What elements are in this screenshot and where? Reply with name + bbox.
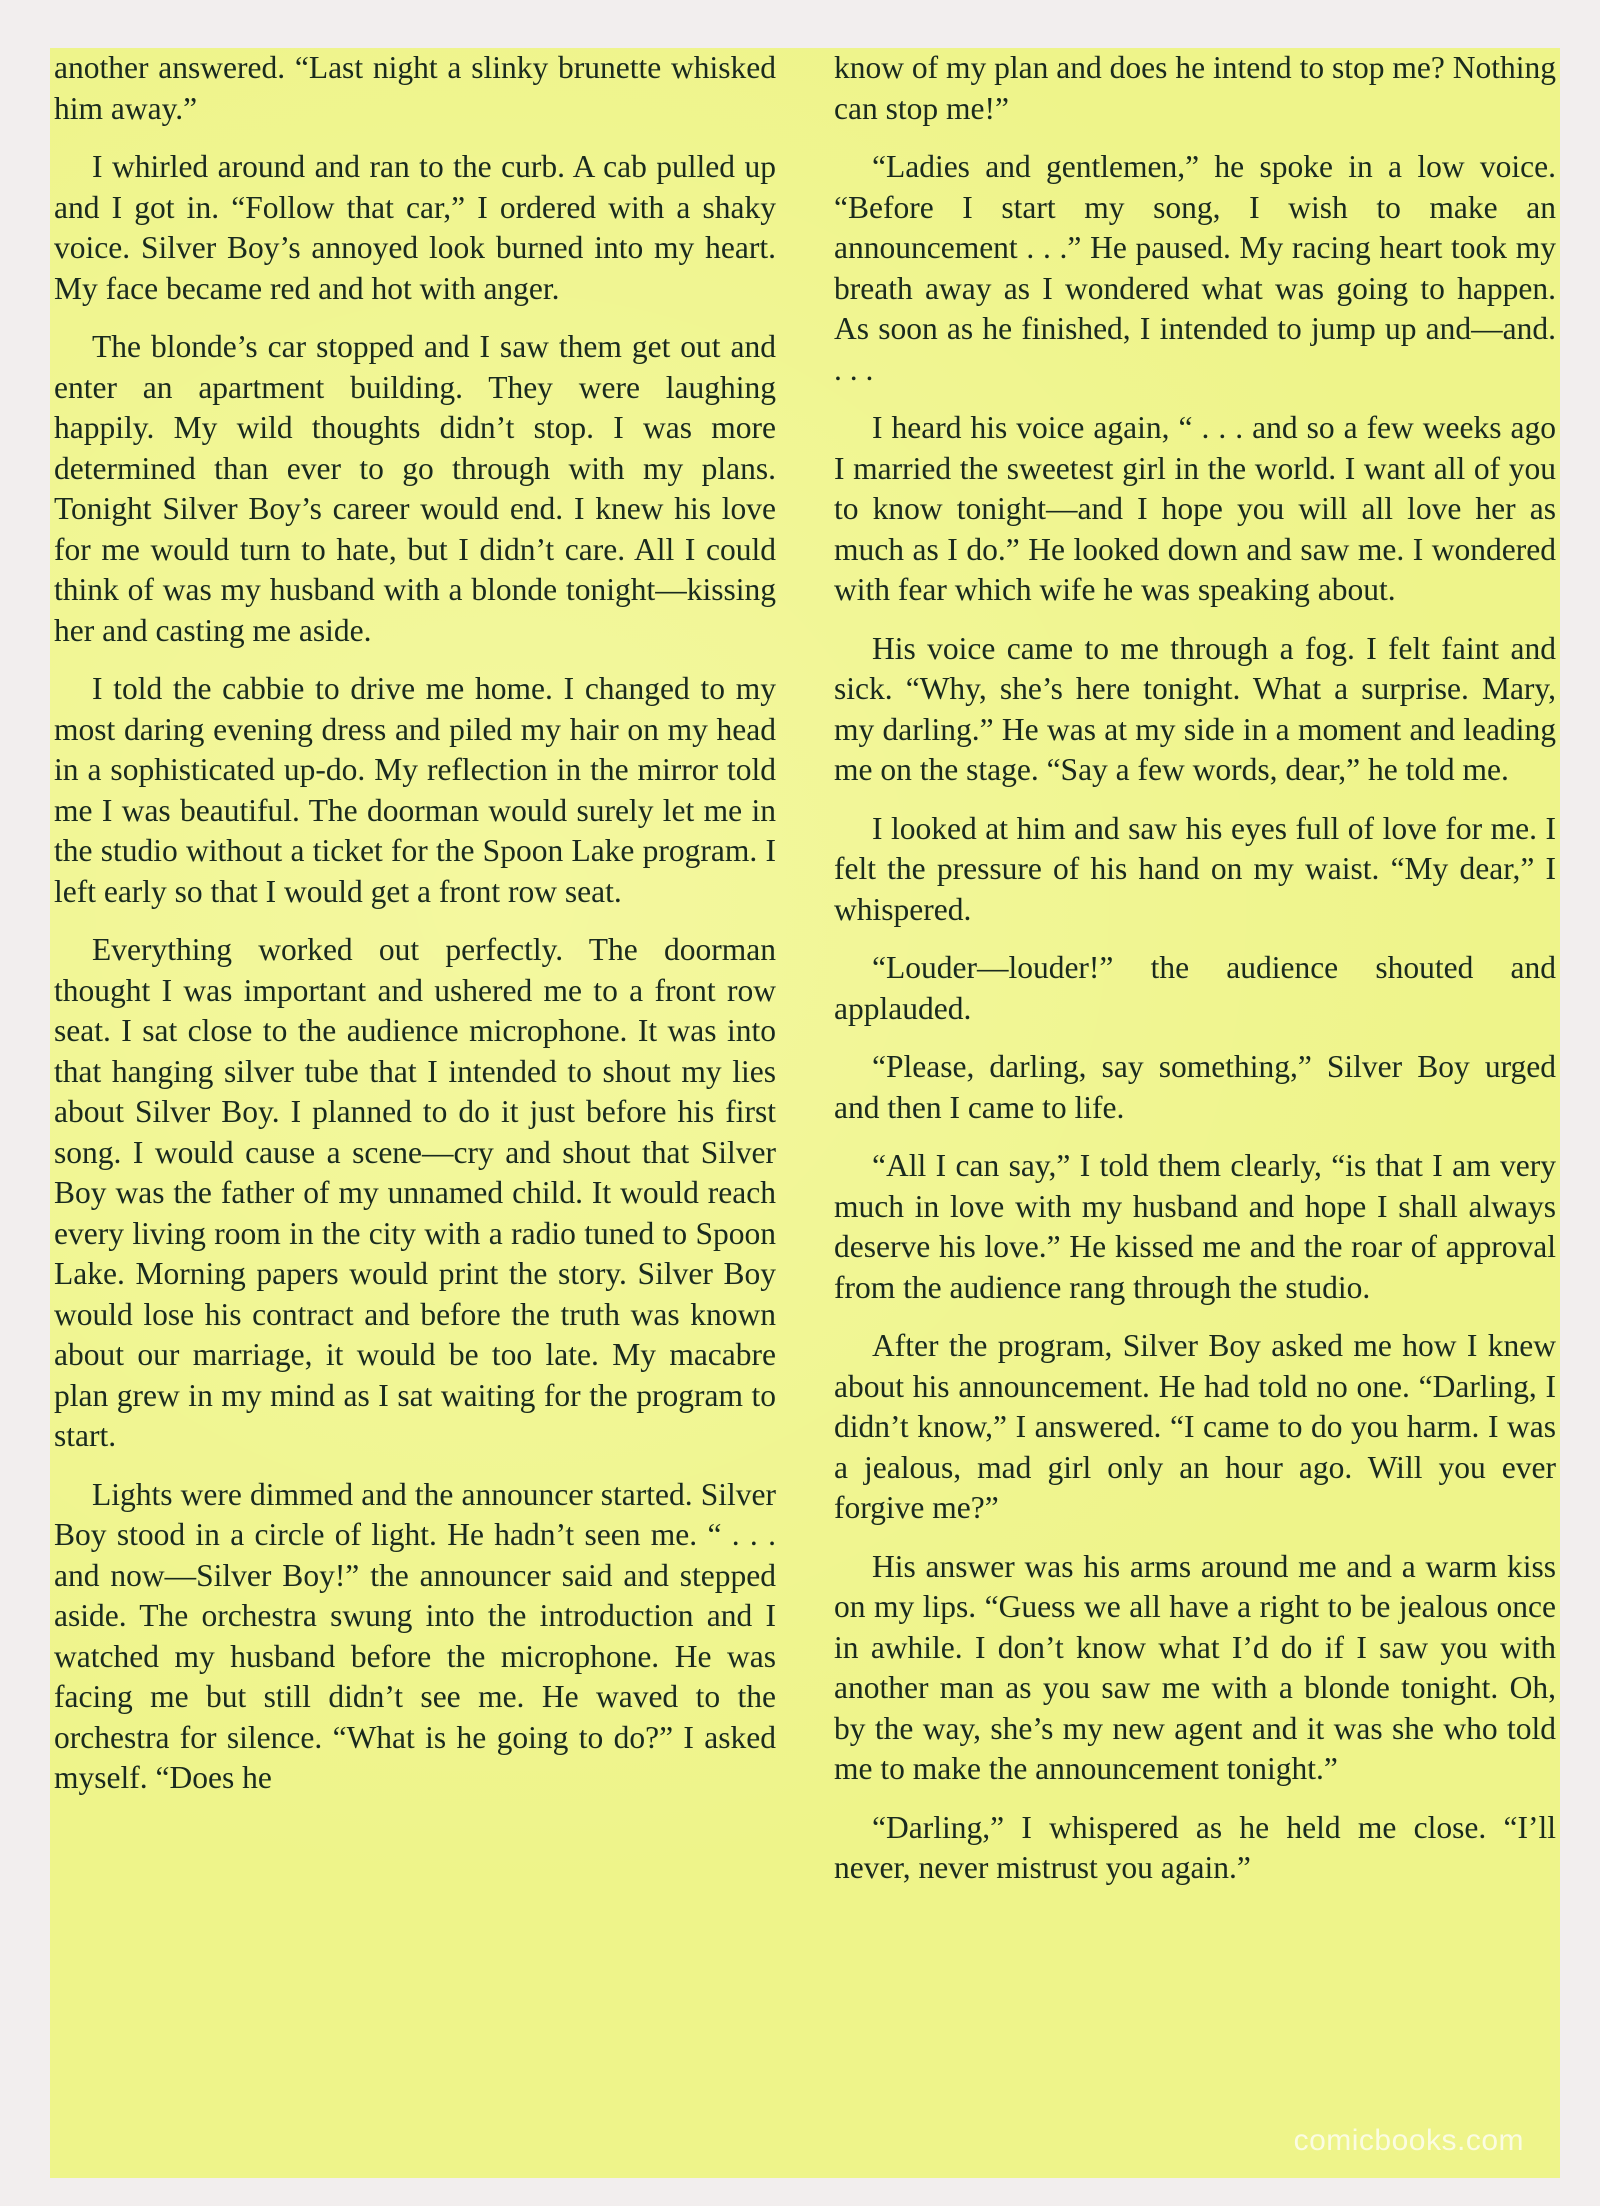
- paragraph: “Ladies and gentlemen,” he spoke in a low voice. “Before I start my song, I wish to make an announcement . . .” He paused. My racing heart took my breath away as I wondered what was going to happen. As soon as he finished, I intended to jump up and—and. . . .: [834, 149, 1556, 387]
- left-text-column: [54, 48, 776, 2178]
- paragraph: His answer was his arms around me and a warm kiss on my lips. “Guess we all have a right to be jealous once in awhile. I don’t know what I’d do if I saw you with another man as you saw me with a blonde tonight. Oh, by the way, she’s my new agent and it was she who told me to make the announcement tonight.”: [834, 1548, 1556, 1786]
- right-text-column: [834, 48, 1556, 2178]
- paragraph: Lights were dimmed and the announcer started. Silver Boy stood in a circle of light. He hadn’t seen me. “ . . . and now—Silver Boy!” the announcer said and stepped aside. The orchestra swung into the introduction and I watched my husband before the microphone. He was facing me but still didn’t see me. He waved to the orchestra for silence. “What is he going to do?” I asked myself. “Does he: [54, 1476, 776, 1795]
- paragraph: His voice came to me through a fog. I felt faint and sick. “Why, she’s here tonight. What a surprise. Mary, my darling.” He was at my side in a moment and leading me on the stage. “Say a few words, dear,” he told me.: [834, 630, 1556, 787]
- paragraph: another answered. “Last night a slinky brunette whisked him away.”: [54, 50, 776, 126]
- paragraph: I heard his voice again, “ . . . and so a few weeks ago I married the sweetest girl in the world. I want all of you to know tonight—and I hope you will all love her as much as I do.” He looked down and saw me. I wondered with fear which wife he was speaking about.: [834, 410, 1556, 607]
- paragraph: “All I can say,” I told them clearly, “is that I am very much in love with my husband and hope I shall always deserve his love.” He kissed me and the roar of approval from the audience rang through the studio.: [834, 1148, 1556, 1305]
- paragraph: “Louder—louder!” the audience shouted and applauded.: [834, 950, 1556, 1026]
- paragraph: The blonde’s car stopped and I saw them get out and enter an apartment building. They were laughing happily. My wild thoughts didn’t stop. I was more determined than ever to go through with my plans. Tonight Silver Boy’s career would end. I knew his love for me would turn to hate, but I didn’t care. All I could think of was my husband with a blonde tonight—kissing her and casting me aside.: [54, 329, 776, 648]
- paragraph: I told the cabbie to drive me home. I changed to my most daring evening dress and piled my hair on my head in a sophisticated up-do. My reflection in the mirror told me I was beautiful. The doorman would surely let me in the studio without a ticket for the Spoon Lake program. I left early so that I would get a front row seat.: [54, 671, 776, 909]
- paragraph: Everything worked out perfectly. The doorman thought I was important and ushered me to a front row seat. I sat close to the audience microphone. It was into that hanging silver tube that I intended to shout my lies about Silver Boy. I planned to do it just before his first song. I would cause a scene—cry and shout that Silver Boy was the father of my unnamed child. It would reach every living room in the city with a radio tuned to Spoon Lake. Morning papers would print the story. Silver Boy would lose his contract and before the truth was known about our marriage, it would be too late. My macabre plan grew in my mind as I sat waiting for the program to start.: [54, 932, 776, 1453]
- site-watermark: comicbooks.com: [1293, 2124, 1524, 2157]
- paragraph: I whirled around and ran to the curb. A cab pulled up and I got in. “Follow that car,” I ordered with a shaky voice. Silver Boy’s annoyed look burned into my heart. My face became red and hot with anger.: [54, 149, 776, 306]
- paragraph: “Please, darling, say something,” Silver Boy urged and then I came to life.: [834, 1049, 1556, 1125]
- story-page: [50, 48, 1560, 2178]
- paragraph: I looked at him and saw his eyes full of love for me. I felt the pressure of his hand on my waist. “My dear,” I whispered.: [834, 810, 1556, 927]
- paragraph: After the program, Silver Boy asked me how I knew about his announcement. He had told no one. “Darling, I didn’t know,” I answered. “I came to do you harm. I was a jealous, mad girl only an hour ago. Will you ever forgive me?”: [834, 1328, 1556, 1525]
- paragraph: “Darling,” I whispered as he held me close. “I’ll never, never mistrust you again.”: [834, 1809, 1556, 1885]
- paragraph: know of my plan and does he intend to stop me? Nothing can stop me!”: [834, 50, 1556, 126]
